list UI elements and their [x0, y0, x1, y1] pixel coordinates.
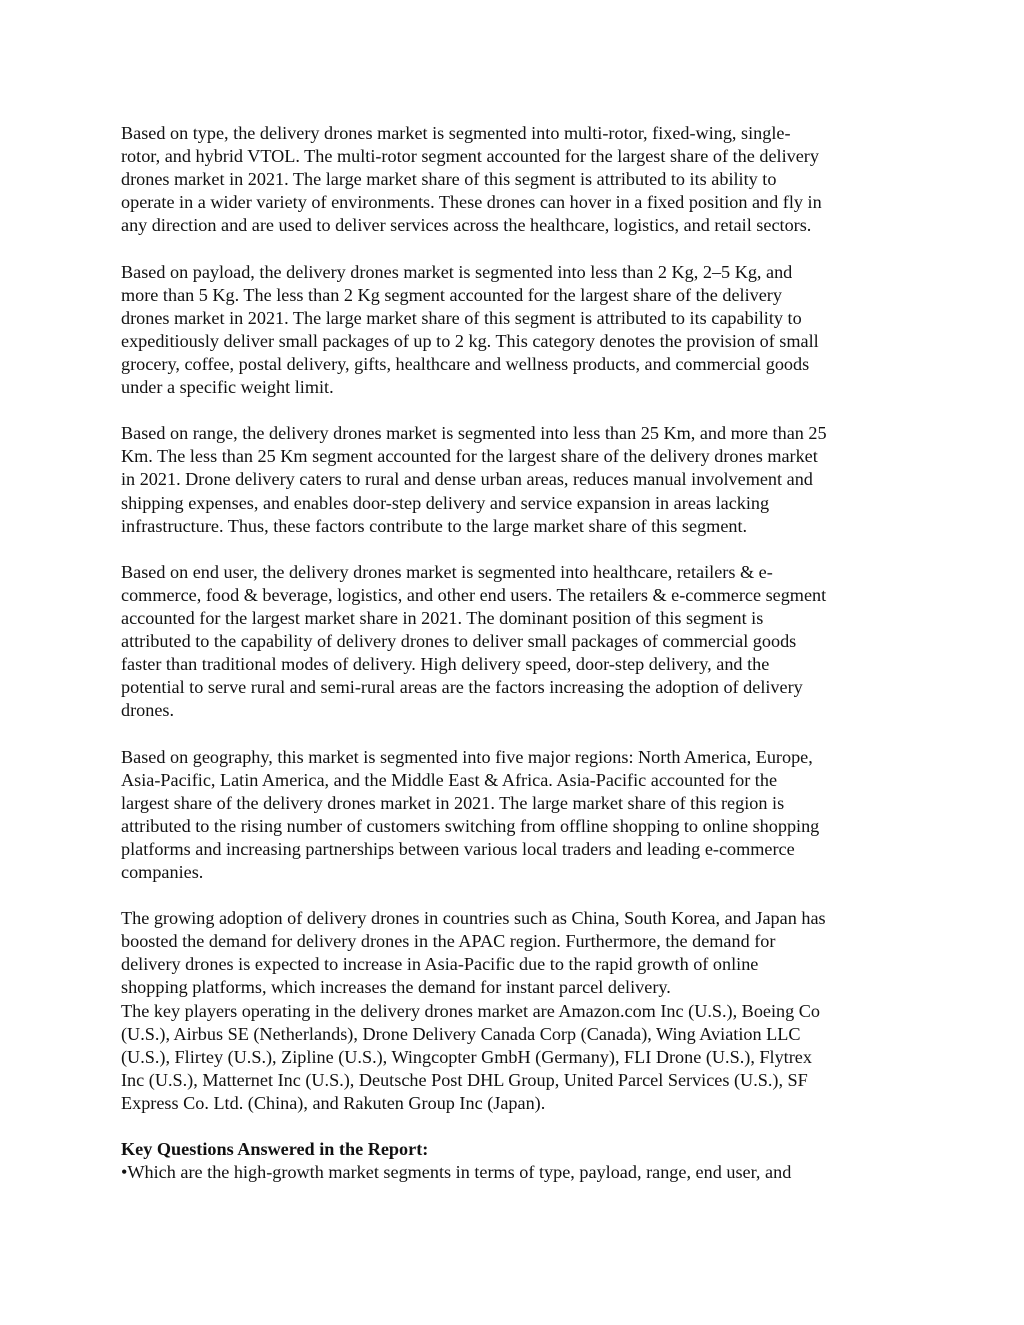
key-question-bullet: •Which are the high-growth market segments in terms of type, payload, range, end user, and: [121, 1162, 792, 1183]
paragraph-range-segment: Based on range, the delivery drones market is segmented into less than 25 Km, and more than 25 Km. The less than 25 Km segment accounted for the largest share of the delivery drones market in 2021. Drone delivery caters to rural and dense urban areas, reduces manual involvement and shipping expenses, and enables door-step delivery and service expansion in areas lacking infrastructure. Thus, these factors contribute to the large market share of this segment.: [121, 423, 827, 536]
document-page: [121, 122, 906, 1184]
paragraph-apac-demand: The growing adoption of delivery drones in countries such as China, South Korea, and Japan has boosted the demand for delivery drones in the APAC region. Furthermore, the demand for delivery drones is expected to increase in Asia-Pacific due to the rapid growth of online shopping platforms, which increases the demand for instant parcel delivery.: [121, 908, 826, 998]
paragraph-geography-segment: Based on geography, this market is segmented into five major regions: North America, Europe, Asia-Pacific, Latin America, and the Middle East & Africa. Asia-Pacific accounted for the largest share of the delivery drones market in 2021. The large market share of this region is attributed to the rising number of customers switching from offline shopping to online shopping platforms and increasing partnerships between various local traders and leading e-commerce companies.: [121, 746, 820, 882]
paragraph-type-segment: Based on type, the delivery drones market is segmented into multi-rotor, fixed-wing, single- rotor, and hybrid VTOL. The multi-rotor segment accounted for the largest share of the delivery drones market in 2021. The large market share of this segment is attributed to its ability to operate in a wider variety of environments. These drones can hover in a fixed position and fly in any direction and are used to deliver services across the healthcare, logistics, and retail sectors.: [121, 123, 822, 236]
paragraph-payload-segment: Based on payload, the delivery drones market is segmented into less than 2 Kg, 2–5 Kg, and more than 5 Kg. The less than 2 Kg segment accounted for the largest share of the delivery drones market in 2021. The large market share of this segment is attributed to its capability to expeditiously deliver small packages of up to 2 kg. This category denotes the provision of small grocery, coffee, postal delivery, gifts, healthcare and wellness products, and commercial goods under a specific weight limit.: [121, 261, 819, 398]
key-questions-heading: Key Questions Answered in the Report:: [121, 1139, 429, 1160]
paragraph-end-user-segment: Based on end user, the delivery drones market is segmented into healthcare, retailers & e- commerce, food & beverage, logistics, and other end users. The retailers & e-commerce segment accounted for the largest market share in 2021. The dominant position of this segment is attributed to the capability of delivery drones to deliver small packages of commercial goods faster than traditional modes of delivery. High delivery speed, door-step delivery, and the potential to serve rural and semi-rural areas are the factors increasing the adoption of delivery drones.: [121, 561, 827, 721]
paragraph-key-players: The key players operating in the delivery drones market are Amazon.com Inc (U.S.), Boeing Co (U.S.), Airbus SE (Netherlands), Drone Delivery Canada Corp (Canada), Wing Aviation LLC (U.S.), Flirtey (U.S.), Zipline (U.S.), Wingcopter GmbH (Germany), FLI Drone (U.S.), Flytrex Inc (U.S.), Matternet Inc (U.S.), Deutsche Post DHL Group, United Parcel Services (U.S.), SF Express Co. Ltd. (China), and Rakuten Group Inc (Japan).: [121, 1000, 820, 1113]
